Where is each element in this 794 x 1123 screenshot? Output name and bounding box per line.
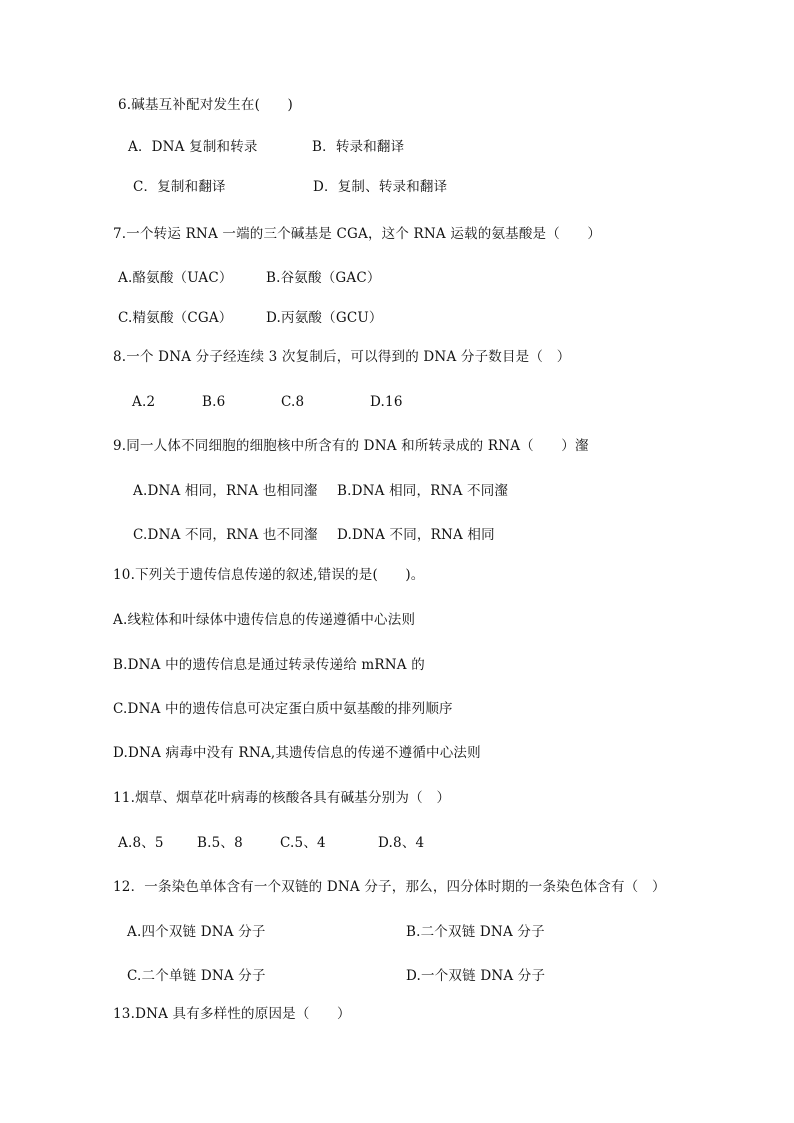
question-10-option-b: B.DNA 中的遗传信息是通过转录传递给 mRNA 的 — [113, 657, 425, 673]
question-7-option-c: C.精氨酸（CGA） — [118, 310, 233, 326]
question-8-stem: 8.一个 DNA 分子经连续 3 次复制后，可以得到的 DNA 分子数目是（ ） — [113, 349, 571, 365]
question-9-option-d: D.DNA 不同，RNA 相同 — [337, 527, 495, 543]
question-7-stem: 7.一个转运 RNA 一端的三个碱基是 CGA，这个 RNA 运载的氨基酸是（ ） — [113, 226, 602, 242]
question-6-option-b: B．转录和翻译 — [312, 139, 405, 155]
question-11-option-d: D.8、4 — [378, 835, 425, 851]
question-11-option-a: A.8、5 — [118, 835, 164, 851]
question-6-option-a: A．DNA 复制和转录 — [128, 139, 258, 155]
question-6-stem: 6.碱基互补配对发生在( ) — [118, 97, 293, 113]
question-7-option-d: D.丙氨酸（GCU） — [266, 310, 383, 326]
question-9-option-a: A.DNA 相同，RNA 也相同瀣 — [133, 483, 318, 499]
question-6-option-c: C．复制和翻译 — [133, 179, 226, 195]
question-11-stem: 11.烟草、烟草花叶病毒的核酸各具有碱基分别为（ ） — [113, 790, 451, 806]
question-10-option-d: D.DNA 病毒中没有 RNA,其遗传信息的传递不遵循中心法则 — [113, 745, 481, 761]
question-8-option-b: B.6 — [202, 394, 226, 410]
question-8-option-d: D.16 — [370, 394, 403, 410]
question-12-stem: 12．一条染色单体含有一个双链的 DNA 分子，那么，四分体时期的一条染色体含有（ ） — [113, 879, 666, 895]
question-13-stem: 13.DNA 具有多样性的原因是（ ） — [113, 1006, 351, 1022]
question-6-option-d: D．复制、转录和翻译 — [313, 179, 448, 195]
question-7-option-a: A.酪氨酸（UAC） — [118, 270, 233, 286]
question-12-option-b: B.二个双链 DNA 分子 — [406, 924, 545, 940]
question-10-option-c: C.DNA 中的遗传信息可决定蛋白质中氨基酸的排列顺序 — [113, 701, 453, 717]
question-12-option-d: D.一个双链 DNA 分子 — [406, 968, 546, 984]
question-11-option-c: C.5、4 — [280, 835, 326, 851]
question-8-option-c: C.8 — [281, 394, 305, 410]
question-11-option-b: B.5、8 — [197, 835, 243, 851]
question-7-option-b: B.谷氨酸（GAC） — [266, 270, 381, 286]
question-12-option-a: A.四个双链 DNA 分子 — [127, 924, 266, 940]
question-9-stem: 9.同一人体不同细胞的细胞核中所含有的 DNA 和所转录成的 RNA（ ）瀣 — [113, 438, 589, 454]
question-9-option-c: C.DNA 不同，RNA 也不同瀣 — [133, 527, 318, 543]
question-10-stem: 10.下列关于遗传信息传递的叙述,错误的是( )。 — [113, 567, 425, 583]
question-12-option-c: C.二个单链 DNA 分子 — [127, 968, 266, 984]
question-8-option-a: A.2 — [132, 394, 156, 410]
question-9-option-b: B.DNA 相同，RNA 不同瀣 — [337, 483, 509, 499]
question-10-option-a: A.线粒体和叶绿体中遗传信息的传递遵循中心法则 — [113, 612, 416, 628]
